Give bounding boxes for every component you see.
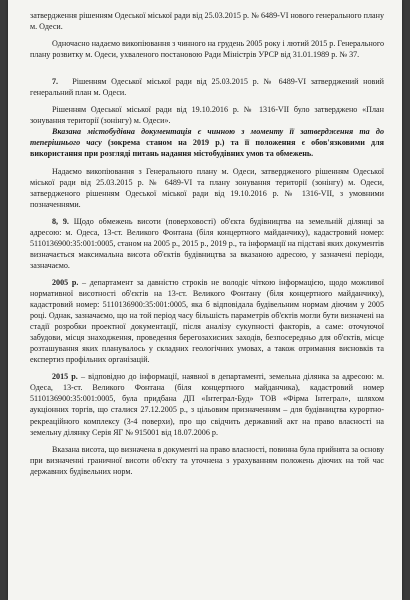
section-8-9-text: Щодо обмежень висоти (поверховості) об'єкта будівництва на земельній ділянці за адресою: м. Одеса, 13-ст. Великого Фонтана (біля концертного майданчику), кадастровий номер: 5110136900:35:001:0005, станом на 2005 р., 2015 р., 2019 р., та інформації на підставі яких документів визначається максимальна висота об'єктів будівництва за вказаною адресою, у зазначені періоди, зазначаємо. (30, 216, 385, 270)
paragraph-2015 (30, 371, 384, 437)
section-8-9-number: 8, 9. (52, 216, 69, 226)
paragraph-zoning-plan: Рішенням Одеської міської ради від 19.10.2016 р. № 1316-VII було затверджено «План зонування території (зонінгу) м. Одеси». (30, 105, 384, 126)
document-body (30, 10, 384, 477)
year-2015-label: 2015 р. (52, 372, 78, 382)
paragraph-plan-approval: затвердження рішенням Одеської міської ради від 25.03.2015 р. № 6489-VI нового генерального плану м. Одеси. (30, 11, 384, 32)
section-7-number: 7. (52, 77, 59, 87)
year-2005-text: – департамент за давністю строків не володіє чіткою інформацією, щодо можливої нормативної висотності об'єктів на 13-ст. Великого Фонтану (біля концертного майданчику), кадастровий номер: 5110136900:35:001:0005, яка б відповідала будівельним нормам діючим у 2005 році. Однак, зазначаємо, що на той період часу більшість параметрів об'єктів могли бути визначені на стадії розробки проектної документації, після аналізу сукупності факторів, а саме: оточуючої забудови, місця знаходження, проведення берегозахисних заходів, безпосередньо для об'єктів, місце розташування яких планувалось у складних геологічних умовах, а також отримання висновків та експертиз профільних організацій. (30, 277, 384, 365)
bold-validity-tail: та її положення є обов'язковими для використання при розгляді питань надання містобудівних умов та обмежень. (30, 138, 385, 159)
paragraph-copies-1989: Одночасно надаємо викопіювання з чинного на грудень 2005 року і лютий 2015 р. Генерального плану розвитку м. Одеси, ухваленого постановою Ради Міністрів УРСР від 31.01.1989 р. № 37. (30, 39, 384, 60)
paragraph-copies-2015: Надаємо викопіювання з Генерального плану м. Одеси, затвердженого рішенням Одеської міської ради від 25.03.2015 р. № 6489-VI та плану зонування території (зонінгу) м. Одеси, затвердженого рішенням Одеської міської ради від 19.10.2016 р. № 1316-VII, з умовними позначеннями. (30, 166, 384, 209)
paragraph-2005 (30, 277, 384, 365)
year-2015-text: – відповідно до інформації, наявної в департаменті, земельна ділянка за адресою: м. Одеса, 13-ст. Великого Фонтана (біля концертного майданчика), кадастровий номер 5110136900:35:001:0005, була придбана ДП «Інтеграл-Буд» ТОВ «Фірма Інтеграл», шляхом аукціонних торгів, що сталися 27.12.2005 р., з цільовим призначенням – для будівництва курортно-рекреаційного комплексу (3-4 поверхи), про що свідчить державний акт на право власності на земельну ділянку Серія ЯГ № 915001 від 18.07.2006 р. (30, 372, 384, 437)
bold-validity-paren: (зокрема станом на 2019 р.) (107, 138, 225, 148)
document-page (8, 0, 402, 600)
year-2005-label: 2005 р. (52, 277, 79, 287)
paragraph-height-basis: Вказана висота, що визначена в документі на право власності, повинна була прийнята за основу при визначенні граничної висоти об'єкту та уточнена з урахуванням положень діючих на той час державних будівельних норм. (30, 444, 384, 476)
bold-validity-lead: Вказана містобудівна документація є чинною з моменту її затвердження та до теперішнього часу (30, 127, 384, 148)
bold-validity-statement (30, 126, 384, 159)
section-7 (30, 76, 384, 98)
section-7-text: Рішенням Одеської міської ради від 25.03.2015 р. № 6489-VI затверджений новий генеральний план м. Одеси. (30, 77, 384, 98)
section-8-9 (30, 216, 384, 271)
